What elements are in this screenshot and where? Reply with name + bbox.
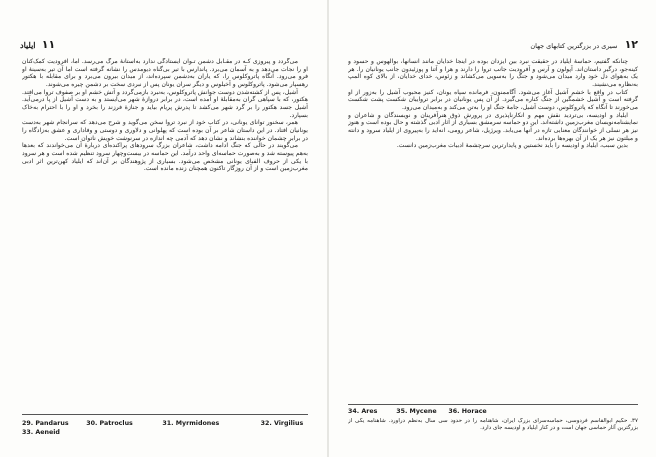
right-page-header: [346, 38, 638, 52]
persian-footnote: ۳۷. حکیم ابوالقاسم فردوسی، حماسه‌سرای بزرگ ایران، شاهنامه را در حدود سی سال به‌نظم درآورد. شاهنامه یکی از بزرگترین آثار حماسی جهان است و در کنار ایلیاد و اودیسه جای دارد.: [348, 418, 638, 431]
right-page-body: [348, 58, 638, 406]
left-page-body: [22, 58, 308, 400]
left-page: [0, 0, 326, 457]
paragraph: چنانکه گفتیم، حماسهٔ ایلیاد در حقیقت نبرد بین ایزدان بوده در اینجا خدایان مانند انسانها، بوالهوس و حسود و کینه‌جو، درگیر داستان‌اند. آپولون و آرس و آفرودیت جانب تروا را دارند و هرا و آتنا و پوزئیدون جانب یونانیان را. هر یک به‌هوای دل خود وارد میدان می‌شود و جنگ را به‌سویی می‌کشاند و زئوس، خدای خدایان، از بالای کوه المپ به‌نظاره می‌نشیند.: [348, 58, 638, 88]
right-page: [330, 0, 656, 457]
paragraph: کتاب در واقع با خشم آشیل آغاز می‌شود. آگاممنون، فرمانده سپاه یونان، کنیز محبوب آشیل را به‌زور از او گرفته است و آشیل خشمگین از جنگ کناره می‌گیرد. از آن پس یونانیان در برابر ترواییان شکست پشت شکست می‌خورند تا آنگاه که پاتروکلوس، دوست آشیل، جامهٔ جنگ او را به‌تن می‌کند و به‌میدان می‌رود.: [348, 88, 638, 111]
paragraph: می‌گردد و پیروزی کـه در مقـابل دشمن تـوان ایستادگی ندارد به‌آستانهٔ مرگ می‌رسد. اما، آفرودیت کمک‌کنان او را نجات می‌دهد و به آسمان می‌برد. پاندارس با تیر بی‌گناه دیومدس را نشانه‌ گرفته است اما آن تیر به‌سینهٔ او فرو می‌رود. آنگاه پاتروکلوس را، که یاران به‌دشمن سپرده‌اند، از میدان بیرون می‌برد و برای مقابله با هکتور رهسپار می‌شود. پاتروکلوس و آخیلوس و دیگر سران یونان پس از نبردی سخت بر دشمن چیره می‌شوند.: [22, 58, 308, 88]
footnote-entry: 36. Horace: [448, 408, 487, 415]
paragraph: آشیل، پس از کشته‌شدن دوست جوانش پاتروکلوس، به‌نبرد بازمی‌گردد و آتش خشم او بر صفوف تروا می‌افتد. هکتور، که با سپاهی گران به‌مقابلهٔ او آمده است، در برابر دروازهٔ شهر می‌ایستد و به دست آشیل از پا درمی‌آید. آشیل جسد هکتور را بر گرد شهر می‌کشد تا پدرش پریام بیاید و جنازهٔ فرزند را بخرد و او را با احترام به‌خاک بسپارد.: [22, 88, 308, 119]
left-footnotes: [22, 420, 311, 427]
right-running-title: سیری در بزرگترین کتابهای جهان: [530, 42, 618, 50]
footnote-rule: [348, 404, 638, 405]
gutter: [327, 0, 329, 457]
left-footnotes-row2: [22, 429, 60, 436]
footnote-entry: 35. Mycene: [396, 408, 437, 415]
right-footnotes: [348, 408, 487, 415]
left-page-header: [20, 38, 312, 52]
footnote-entry: 31. Myrmidones: [162, 420, 220, 427]
left-page-number: ۱۱: [41, 38, 56, 51]
paragraph: همر، سخنور توانای یونانی، در کتاب خود از نبرد تروا سخن می‌گوید و شرح می‌دهد که سرانجام شهر به‌دست یونانیان افتاد. در این داستان شاعر بر آن بوده است که پهلوانی و دلاوری و دوستی و وفاداری و عشق به‌زادگاه را در برابر چشمان خواننده بنشاند و نشان دهد که آدمی چه اندازه در سرنوشت خویش ناتوان است.: [22, 119, 308, 142]
paragraph: می‌گویند در حالی که جنگ ادامه داشت، شاعران بزرگ سرودهای پراکنده‌ای دربارهٔ آن می‌خواندند که بعدها به‌هم پیوسته شد و به‌صورت حماسه‌ای واحد درآمد. این حماسه در بیست‌وچهار سرود تنظیم شده است و هر سرود با یکی از حروف الفبای یونانی مشخص می‌شود. بسیاری از پژوهندگان بر آن‌اند که ایلیاد کهن‌ترین اثر ادبی مغرب‌زمین است و از آن روزگار تاکنون همچنان زنده مانده است.: [22, 142, 308, 173]
footnote-entry: 29. Pandarus: [22, 420, 69, 427]
footnote-rule: [22, 414, 308, 415]
footnote-entry: 30. Patroclus: [86, 420, 133, 427]
footnote-entry: 32. Virgilius: [260, 420, 304, 427]
right-page-number: ۱۲: [624, 38, 638, 51]
paragraph: بدین سبب، ایلیاد و اودیسه را باید نخستین و پایدارترین سرچشمهٔ ادبیات مغرب‌زمین دانست.: [396, 142, 628, 150]
paragraph: ایلیاد و اودیسه، بی‌تردید نقش مهم و انکارناپذیری در پرورش ذوق هنرآفرینان و نویسندگان و شاعران و نمایشنامه‌نویسان مغرب‌زمین داشته‌اند. این دو حماسه سرمشق بسیاری از آثار ادبی گذشته و حال بوده است و هنوز نیز هر نسلی از خوانندگان معنایی تازه در آنها می‌یابد. ویرژیل، شاعر رومی، انه‌اید را به‌پیروی از ایلیاد سرود و دانته و میلتون نیز هر یک از آن بهره‌ها برده‌اند.: [348, 111, 638, 142]
footnote-entry: 34. Ares: [348, 408, 378, 415]
footnote-entry: 33. Aeneid: [22, 429, 60, 436]
left-running-title: ایلیاد: [20, 40, 36, 50]
